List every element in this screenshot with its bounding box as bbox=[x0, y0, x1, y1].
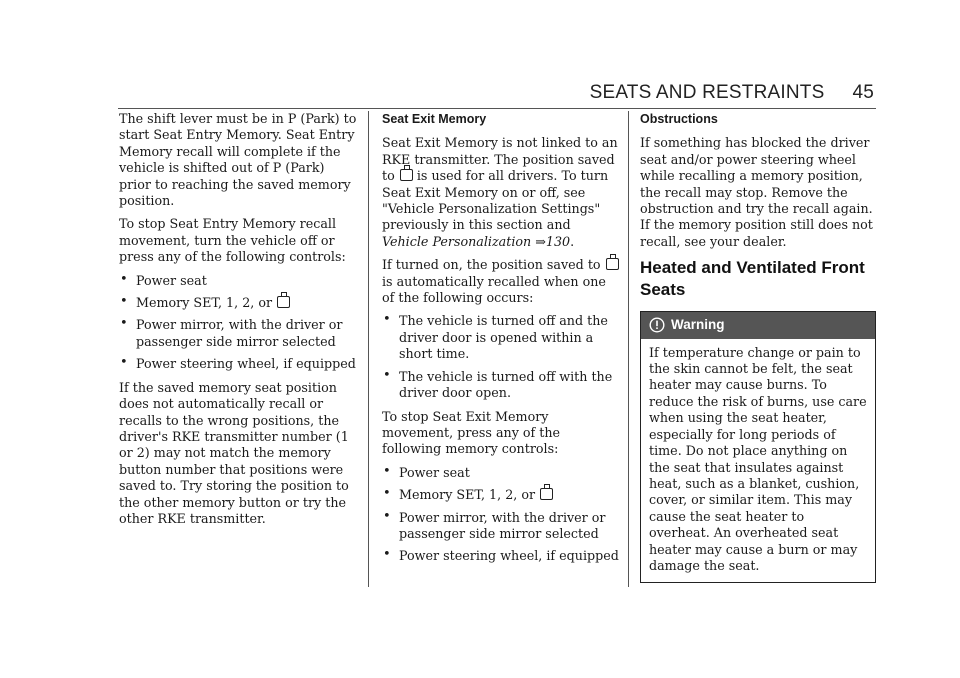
warning-box bbox=[640, 311, 876, 583]
list-item: • The vehicle is turned off with the driver door open. bbox=[382, 369, 620, 402]
list-item: • Power steering wheel, if equipped bbox=[382, 548, 620, 564]
column-3 bbox=[640, 111, 876, 583]
cross-reference[interactable]: Vehicle Personalization bbox=[382, 233, 532, 249]
paragraph: The shift lever must be in P (Park) to start Seat Entry Memory. Seat Entry Memory recall will complete if the vehicle is shifted out of P (Park) prior to reaching the saved memory position. bbox=[119, 111, 357, 209]
page-reference[interactable]: 130 bbox=[545, 233, 571, 249]
column-divider-1 bbox=[368, 111, 369, 587]
page-header bbox=[590, 82, 874, 104]
paragraph: If the saved memory seat position does not automatically recall or recalls to the wrong positions, the driver's RKE transmitter number (1 or 2) may not match the memory button number that positions were saved to. Try storing the position to the other memory button or try the other RKE transmitter. bbox=[119, 379, 349, 526]
section-title: SEATS AND RESTRAINTS bbox=[589, 82, 825, 103]
list-item: • Power steering wheel, if equipped bbox=[119, 356, 359, 372]
warning-label: Warning bbox=[671, 317, 725, 333]
list-item: • The vehicle is turned off and the driver door is opened within a short time. bbox=[382, 313, 620, 362]
control-list bbox=[119, 273, 359, 373]
warning-icon bbox=[649, 317, 665, 333]
exit-memory-icon bbox=[540, 488, 553, 500]
list-item: • Memory SET, 1, 2, or bbox=[119, 295, 359, 311]
page-ref-icon: ⇒ bbox=[535, 233, 546, 249]
paragraph: To stop Seat Entry Memory recall movement, turn the vehicle off or press any of the following controls: bbox=[119, 216, 346, 265]
list-item: • Memory SET, 1, 2, or bbox=[382, 487, 620, 503]
header-rule bbox=[118, 108, 876, 109]
subheading: Seat Exit Memory bbox=[382, 112, 487, 126]
column-2 bbox=[382, 111, 620, 572]
condition-list bbox=[382, 313, 620, 401]
paragraph: If turned on, the position saved to is automatically recalled when one of the following occurs: bbox=[382, 257, 620, 306]
control-list bbox=[382, 465, 620, 565]
section-heading: Heated and Ventilated Front Seats bbox=[640, 258, 865, 300]
warning-header bbox=[641, 312, 875, 338]
paragraph: Seat Exit Memory is not linked to an RKE transmitter. The position saved to is used for all drivers. To turn Seat Exit Memory on or off, see "Vehicle Personalization Settings" previously in this section and Vehicle Personalization ⇒130. bbox=[382, 135, 618, 249]
subheading: Obstructions bbox=[640, 112, 718, 126]
paragraph: If something has blocked the driver seat and/or power steering wheel while recalling a memory position, the recall may stop. Remove the obstruction and try the recall again. If the memory position still does not recall, see your dealer. bbox=[640, 135, 873, 249]
list-item: • Power mirror, with the driver or passenger side mirror selected bbox=[382, 510, 620, 543]
exit-memory-icon bbox=[277, 296, 290, 308]
exit-memory-icon bbox=[606, 258, 619, 270]
page-number: 45 bbox=[852, 82, 874, 103]
warning-text: If temperature change or pain to the skin cannot be felt, the seat heater may cause burns. To reduce the risk of burns, use care when using the seat heater, especially for long periods of time. Do not place anything on the seat that insulates against heat, such as a blanket, cushion, cover, or similar item. This may cause the seat heater to overheat. An overheated seat heater may cause a burn or may damage the seat. bbox=[649, 344, 867, 573]
list-item: • Power mirror, with the driver or passenger side mirror selected bbox=[119, 317, 359, 350]
paragraph: To stop Seat Exit Memory movement, press any of the following memory controls: bbox=[382, 408, 561, 457]
column-1 bbox=[119, 111, 359, 534]
list-item: • Power seat bbox=[119, 273, 359, 289]
exit-memory-icon bbox=[400, 169, 413, 181]
list-item: • Power seat bbox=[382, 465, 620, 481]
column-divider-2 bbox=[628, 111, 629, 587]
